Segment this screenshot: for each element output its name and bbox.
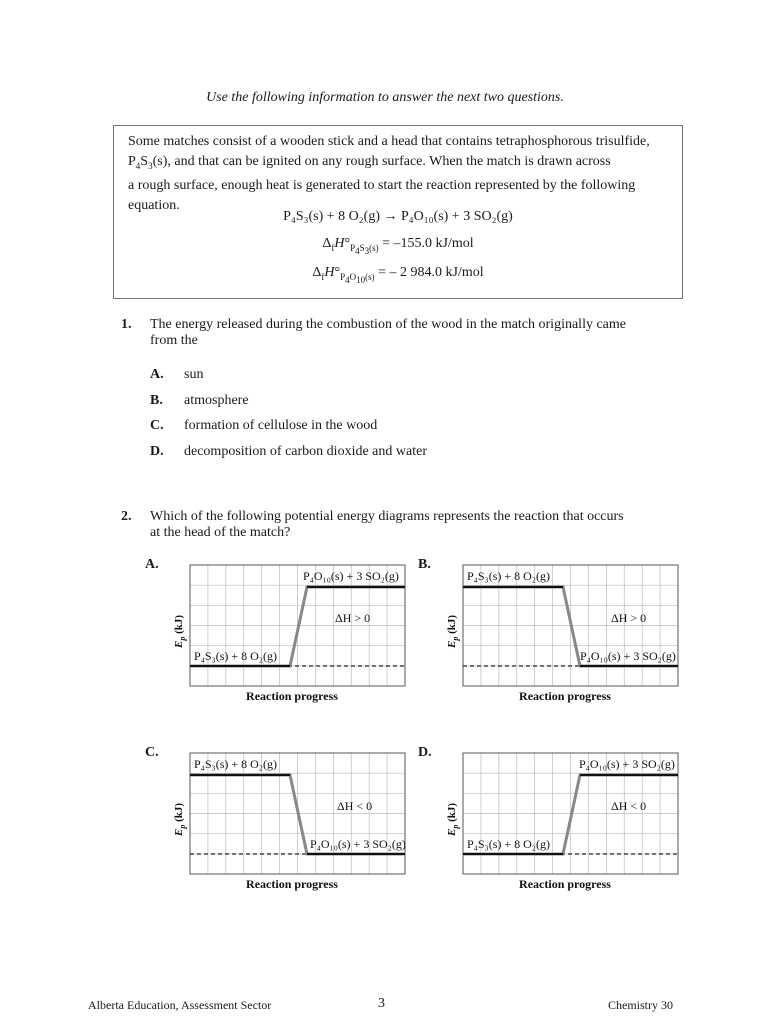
question-2-text (150, 509, 624, 541)
q1-option-b-text[interactable]: atmosphere (184, 393, 249, 408)
diagram-d-xlabel: Reaction progress (519, 877, 611, 891)
question-2-line-1: Which of the following potential energy diagrams represents the reaction that occurs (150, 509, 624, 524)
diagram-b-ylabel-sub: p (451, 636, 460, 641)
diagram-c-ylabel (173, 803, 187, 837)
diagram-b-dh-label: ΔH > 0 (611, 611, 647, 625)
info-line-4: equation. (128, 197, 180, 213)
question-2-number: 2. (121, 509, 132, 524)
diagram-b-products-label: P₄O₁₀(s) + 3 SO₂(g) (580, 649, 676, 663)
diagram-c-dh-label: ΔH < 0 (337, 799, 373, 813)
diagram-d-ylabel-sub: p (451, 824, 460, 829)
intro-instruction: Use the following information to answer the next two questions. (206, 90, 564, 105)
diagram-c-reactants-label: P₄S₃(s) + 8 O₂(g) (194, 757, 277, 771)
diagram-d-ylabel-e: E (446, 828, 458, 836)
q1-option-d-letter: D. (150, 444, 164, 459)
q1-option-a-text[interactable]: sun (184, 367, 204, 382)
diagram-a-xlabel: Reaction progress (246, 689, 338, 703)
footer-publisher: Alberta Education, Assessment Sector (88, 998, 272, 1012)
info-line-1: Some matches consist of a wooden stick and a head that contains tetraphosphorous trisulfide, (128, 134, 650, 149)
q1-option-c-letter: C. (150, 418, 164, 433)
question-1-number: 1. (121, 317, 132, 332)
diagram-a-letter[interactable]: A. (145, 557, 159, 572)
diagram-c-ylabel-sub: p (178, 824, 187, 829)
diagram-a (160, 560, 410, 710)
diagram-b-ylabel (446, 615, 460, 649)
q1-option-b-letter: B. (150, 393, 163, 408)
diagram-b (433, 560, 683, 710)
footer-subject: Chemistry 30 (608, 998, 673, 1012)
diagram-b-reactants-label: P₄S₃(s) + 8 O₂(g) (467, 569, 550, 583)
diagram-a-ylabel-e: E (173, 640, 185, 648)
enthalpy-p4s3: $\Delta_fH^\circ_{P_4S_3(s)} = -155.0$ kJ/mol (322, 236, 474, 256)
diagram-a-ylabel-unit: (kJ) (173, 614, 185, 637)
diagram-d (433, 748, 683, 898)
diagram-c-letter[interactable]: C. (145, 745, 159, 760)
diagram-d-ylabel (446, 803, 460, 837)
diagram-a-ylabel-sub: p (178, 636, 187, 641)
enthalpy-p4o10: $\Delta_fH^\circ_{P_4O_{10}(s)}$ = – 2 984.0 kJ/mol (312, 265, 484, 285)
diagram-a-ylabel (173, 615, 187, 649)
q1-option-d-text[interactable]: decomposition of carbon dioxide and water (184, 444, 427, 459)
info-line-3: a rough surface, enough heat is generated to start the reaction represented by the following (128, 177, 636, 193)
diagram-c (160, 748, 410, 898)
diagram-d-products-label: P₄O₁₀(s) + 3 SO₂(g) (579, 757, 675, 771)
page-number: 3 (378, 996, 385, 1011)
diagram-c-products-label: P₄O₁₀(s) + 3 SO₂(g) (310, 837, 406, 851)
diagram-a-products-label: P₄O₁₀(s) + 3 SO₂(g) (303, 569, 399, 583)
diagram-c-xlabel: Reaction progress (246, 877, 338, 891)
question-1-line-2: from the (150, 333, 198, 348)
diagram-a-dh-label: ΔH > 0 (335, 611, 371, 625)
question-1-text (150, 317, 626, 349)
diagram-d-letter[interactable]: D. (418, 745, 432, 760)
info-line-2-rest: (s), and that can be ignited on any rough surface. When the match is drawn across (152, 154, 611, 169)
diagram-a-reactants-label: P₄S₃(s) + 8 O₂(g) (194, 649, 277, 663)
diagram-b-ylabel-unit: (kJ) (446, 614, 458, 637)
diagram-c-ylabel-e: E (173, 828, 185, 836)
diagram-b-ylabel-e: E (446, 640, 458, 648)
diagram-b-xlabel: Reaction progress (519, 689, 611, 703)
diagram-d-dh-label: ΔH < 0 (611, 799, 647, 813)
question-1-line-1: The energy released during the combustion of the wood in the match originally came (150, 317, 626, 332)
q1-option-c-text[interactable]: formation of cellulose in the wood (184, 418, 378, 433)
reaction-equation: P₄S₃(s) + 8 O₂(g) → P₄O₁₀(s) + 3 SO₂(g) (283, 209, 513, 224)
diagram-c-ylabel-unit: (kJ) (173, 802, 185, 825)
diagram-d-reactants-label: P₄S₃(s) + 8 O₂(g) (467, 837, 550, 851)
question-2-line-2: at the head of the match? (150, 525, 291, 540)
enthalpy-p4o10-value: = – 2 984.0 kJ/mol (374, 265, 484, 280)
q1-option-a-letter: A. (150, 367, 164, 382)
info-line-2: $P_4S_3(s)$, and that can be ignited on any rough surface. When the match is drawn across (128, 154, 611, 171)
info-paragraph (128, 132, 678, 216)
diagram-d-ylabel-unit: (kJ) (446, 802, 458, 825)
diagram-b-letter[interactable]: B. (418, 557, 431, 572)
enthalpy-p4s3-value: = –155.0 kJ/mol (378, 236, 474, 251)
